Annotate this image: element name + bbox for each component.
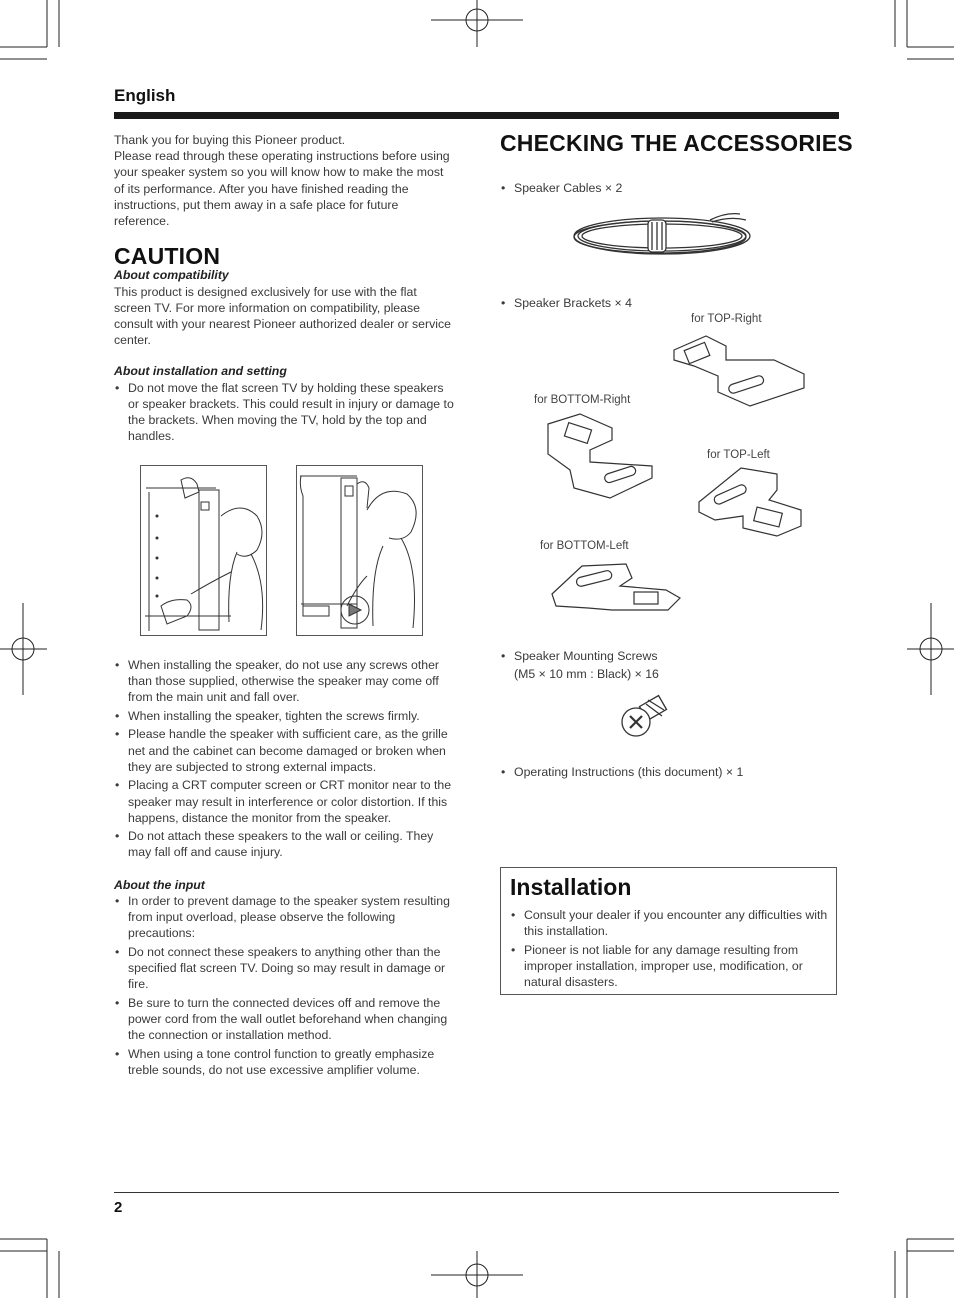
accessory-cables	[500, 181, 622, 197]
screws-line2: (M5 × 10 mm : Black) × 16	[514, 666, 659, 681]
list-item: • Operating Instructions (this document) × 1	[500, 765, 743, 779]
accessories-title: CHECKING THE ACCESSORIES	[500, 130, 853, 156]
list-item: • Do not attach these speakers to the wall or ceiling. They may fall off and cause injury.	[114, 828, 456, 860]
bracket-icon	[540, 410, 660, 502]
caution-title: CAUTION	[114, 243, 221, 270]
list-item: • When installing the speaker, do not use any screws other than those supplied, otherwise the speaker may come off from the main unit and fall over.	[114, 657, 456, 706]
input-heading: About the input	[114, 877, 205, 892]
compat-heading: About compatibility	[114, 268, 229, 283]
list-item: • When installing the speaker, tighten the screws firmly.	[114, 708, 456, 724]
illustration-hold-tv-right	[296, 465, 423, 636]
installation-title: Installation	[510, 874, 632, 900]
language-label: English	[114, 86, 176, 105]
label-top-left: for TOP-Left	[707, 449, 770, 461]
illustration-hold-tv-left	[140, 465, 267, 636]
list-item: • When using a tone control function to greatly emphasize treble sounds, do not use excessive amplifier volume.	[114, 1046, 456, 1078]
speaker-cable-icon	[570, 208, 760, 262]
list-item: • Consult your dealer if you encounter any difficulties with this installation.	[510, 907, 828, 939]
bracket-icon	[548, 558, 684, 614]
list-item: • Placing a CRT computer screen or CRT monitor near to the speaker may result in interference or color distortion. If this happens, distance the monitor from the speaker.	[114, 777, 456, 826]
screw-icon	[618, 694, 672, 740]
installation-bullets	[510, 907, 828, 993]
input-bullets-list	[114, 893, 456, 1078]
list-item: • Speaker Cables × 2	[500, 181, 622, 195]
accessory-brackets	[500, 296, 632, 312]
list-item: • In order to prevent damage to the speaker system resulting from input overload, please observe the following precautions:	[114, 893, 456, 942]
install-bullet: • Do not move the flat screen TV by holding these speakers or speaker brackets. This could result in injury or damage to the brackets. When moving the TV, hold by the top and handles.	[114, 380, 456, 445]
label-top-right: for TOP-Right	[691, 313, 762, 325]
install-heading: About installation and setting	[114, 364, 287, 379]
bracket-icon	[693, 464, 805, 540]
footer-rule	[114, 1192, 839, 1193]
bracket-icon	[670, 330, 810, 410]
installation-box	[500, 867, 837, 995]
left-column	[114, 132, 456, 447]
compat-text: This product is designed exclusively for use with the flat screen TV. For more information on compatibility, please consult with your nearest Pioneer authorized dealer or service center.	[114, 284, 451, 348]
list-item: • Pioneer is not liable for any damage resulting from improper installation, improper use, modification, or natural disasters.	[510, 942, 828, 991]
label-bottom-right: for BOTTOM-Right	[534, 394, 631, 406]
accessory-screws	[500, 648, 659, 685]
install-bullets-list	[114, 657, 456, 861]
list-item	[500, 648, 659, 683]
header-rule	[114, 112, 839, 119]
label-bottom-left: for BOTTOM-Left	[540, 540, 629, 552]
left-column-continued	[114, 657, 456, 1080]
list-item: • Speaker Brackets × 4	[500, 296, 632, 310]
intro-line2: Please read through these operating instructions before using your speaker system so you will know how to make the most of its performance. After you have finished reading the instructions, put them away in a safe place for future reference.	[114, 149, 450, 229]
page-number: 2	[114, 1199, 123, 1216]
list-item: • Do not connect these speakers to anything other than the specified flat screen TV. Doing so may result in damage or fire.	[114, 944, 456, 993]
list-item: • Please handle the speaker with sufficient care, as the grille net and the cabinet can become damaged or broken when they are subjected to strong external impacts.	[114, 726, 456, 775]
list-item: • Be sure to turn the connected devices off and remove the power cord from the wall outlet beforehand when changing the connection or installation method.	[114, 995, 456, 1044]
screws-line1: Speaker Mounting Screws	[514, 649, 658, 663]
accessory-instructions	[500, 765, 743, 781]
intro-line1: Thank you for buying this Pioneer product.	[114, 133, 346, 147]
